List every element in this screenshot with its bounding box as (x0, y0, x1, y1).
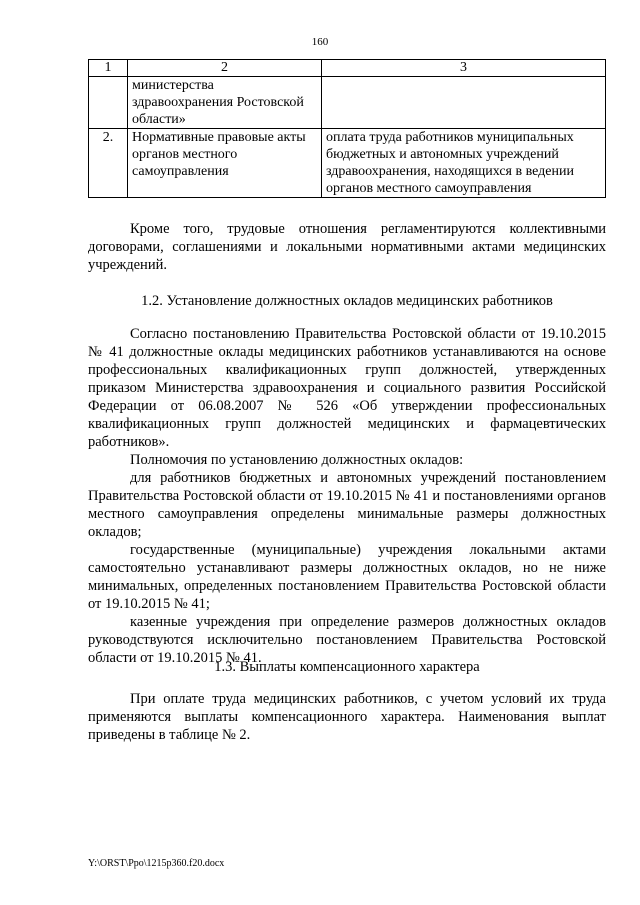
table-cell: министерства здравоохранения Ростовской области» (128, 77, 322, 129)
table-row (89, 77, 606, 129)
table-header-cell: 3 (322, 60, 606, 77)
paragraph: Согласно постановлению Правительства Ростовской области от 19.10.2015 № 41 должностные оклады медицинских работников устанавливаются на основе профессиональных квалификационных групп должностей, утвержденных приказом Министерства здравоохранения и социального развития Российской Федерации от 06.08.2007 № 526 «Об утверждении профессиональных квалификационных групп должностей медицинских и фармацевтических работников». (88, 326, 606, 450)
paragraph: Полномочия по установлению должностных окладов: (130, 452, 464, 468)
section-heading: 1.3. Выплаты компенсационного характера (214, 659, 480, 675)
data-table (88, 59, 606, 198)
table-cell-num (89, 77, 128, 129)
table-cell-num: 2. (89, 129, 128, 198)
table-cell: Нормативные правовые акты органов местного самоуправления (128, 129, 322, 198)
section-1-3-body (88, 690, 606, 744)
intro-paragraph-block (88, 220, 606, 274)
paragraph: Кроме того, трудовые отношения регламентируются коллективными договорами, соглашениями и локальными нормативными актами медицинских учреждений. (88, 221, 606, 273)
table-cell (322, 77, 606, 129)
table-cell: оплата труда работников муниципальных бюджетных и автономных учреждений здравоохранения, находящихся в ведении органов местного самоуправления (322, 129, 606, 198)
paragraph: казенные учреждения при определение размеров должностных окладов руководствуются исключительно постановлением Правительства Ростовской области от 19.10.2015 № 41. (88, 614, 606, 666)
section-heading: 1.2. Установление должностных окладов медицинских работников (141, 293, 553, 309)
paragraph: При оплате труда медицинских работников, с учетом условий их труда применяются выплаты компенсационного характера. Наименования выплат приведены в таблице № 2. (88, 691, 606, 743)
table-header-row (89, 60, 606, 77)
section-1-2-body (88, 325, 606, 667)
table-row (89, 129, 606, 198)
paragraph: для работников бюджетных и автономных учреждений постановлением Правительства Ростовской области от 19.10.2015 № 41 и постановлениями органов местного самоуправления определены минимальные размеры должностных окладов; (88, 470, 606, 540)
page-number: 160 (311, 36, 329, 48)
footer-file-path: Y:\ORST\Ppo\1215p360.f20.docx (88, 858, 225, 869)
paragraph: государственные (муниципальные) учреждения локальными актами самостоятельно устанавливают размеры должностных окладов, но не ниже минимальных, определенных постановлением Правительства Ростовской области от 19.10.2015 № 41; (88, 542, 606, 612)
table-header-cell: 2 (128, 60, 322, 77)
table-header-cell: 1 (89, 60, 128, 77)
